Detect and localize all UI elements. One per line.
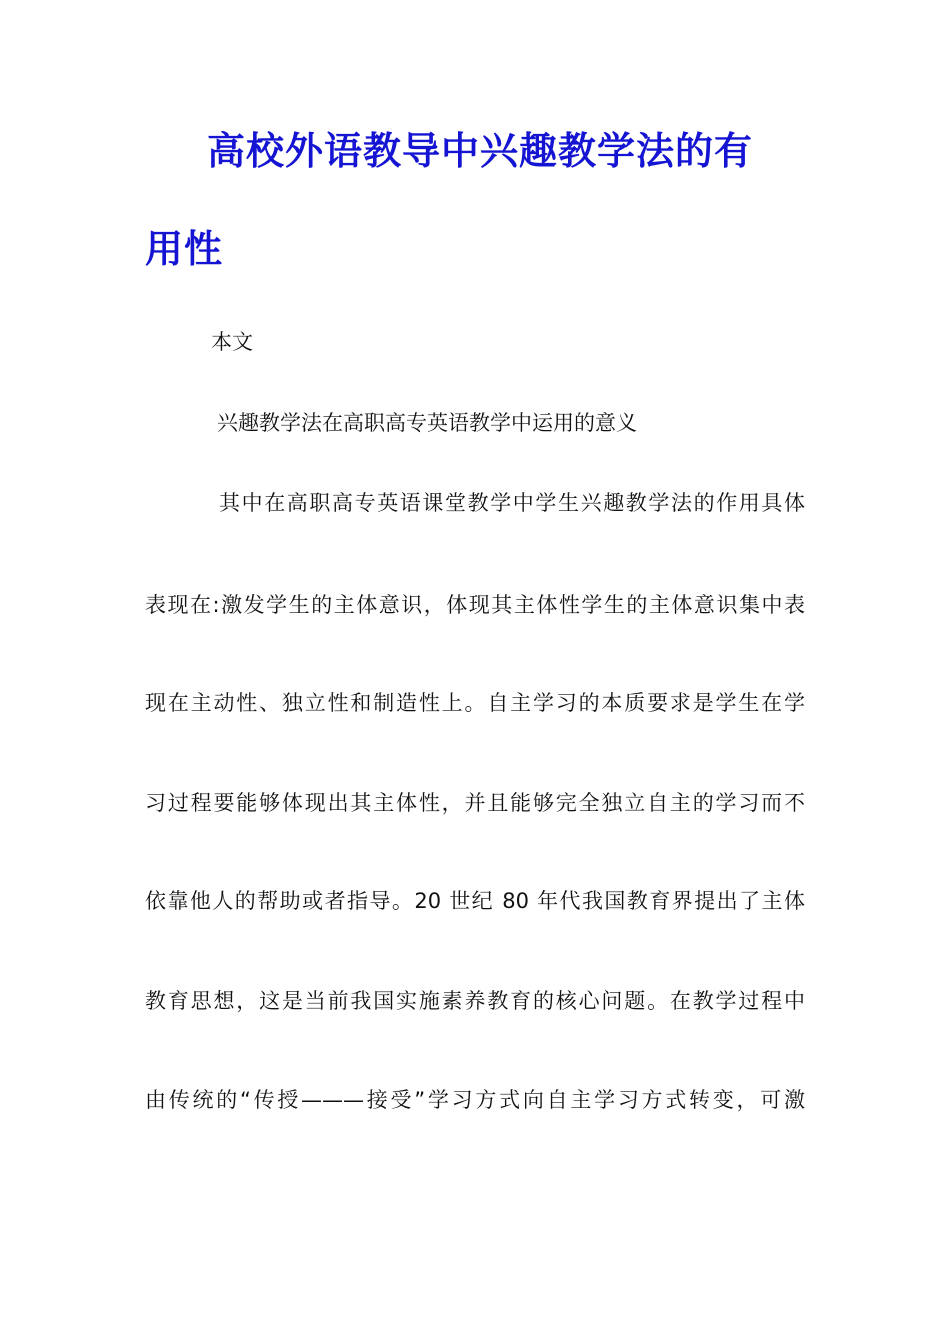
paragraph-line: 其中在高职高专英语课堂教学中学生兴趣教学法的作用具体	[219, 491, 805, 515]
paragraph-line: 教育思想，这是当前我国实施素养教育的核心问题。在教学过程中	[145, 989, 805, 1013]
document-title-line-2: 用性	[145, 227, 224, 271]
document-title-line-1: 高校外语教导中兴趣教学法的有	[207, 129, 754, 173]
paragraph-line: 由传统的“传授———接受”学习方式向自主学习方式转变，可激	[145, 1088, 805, 1112]
paragraph-line: 依靠他人的帮助或者指导。20 世纪 80 年代我国教育界提出了主体	[145, 889, 805, 913]
paragraph-line: 现在主动性、独立性和制造性上。自主学习的本质要求是学生在学	[145, 691, 805, 715]
paragraph-line: 表现在:激发学生的主体意识，体现其主体性学生的主体意识集中表	[145, 593, 805, 617]
section-subheading: 兴趣教学法在高职高专英语教学中运用的意义	[217, 411, 637, 435]
author-label: 本文	[211, 330, 253, 354]
paragraph-line: 习过程要能够体现出其主体性，并且能够完全独立自主的学习而不	[145, 791, 805, 815]
